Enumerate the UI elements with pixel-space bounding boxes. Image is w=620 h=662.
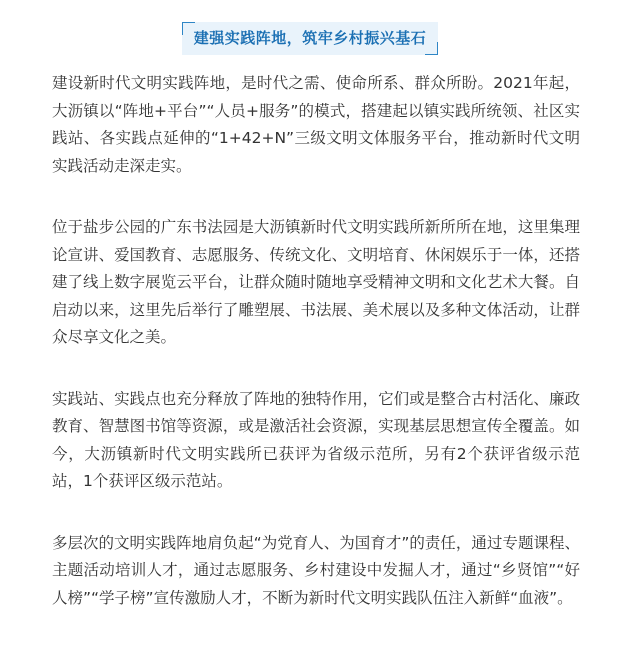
- section-heading-box: [182, 22, 439, 55]
- paragraph-4: 多层次的文明实践阵地肩负起“为党育人、为国育才”的责任，通过专题课程、主题活动培训人才，通过志愿服务、乡村建设中发掘人才，通过“乡贤馆”“好人榜”“学子榜”宣传激励人才，不断为新时代文明实践队伍注入新鲜“血液”。: [52, 533, 580, 607]
- section-heading: 建强实践阵地，筑牢乡村振兴基石: [193, 29, 427, 47]
- section-heading-container: [0, 22, 620, 55]
- article-body: [52, 70, 580, 612]
- paragraph-3: 实践站、实践点也充分释放了阵地的独特作用，它们或是整合古村活化、廉政教育、智慧图书馆等资源，或是激活社会资源，实现基层思想宣传全覆盖。如今，大沥镇新时代文明实践所已获评为省级示范所，另有2个获评省级示范站，1个获评区级示范站。: [52, 389, 580, 490]
- paragraph-1: 建设新时代文明实践阵地，是时代之需、使命所系、群众所盼。2021年起，大沥镇以“阵地+平台”“人员+服务”的模式，搭建起以镇实践所统领、社区实践站、各实践点延伸的“1+42+N”三级文明文体服务平台，推动新时代文明实践活动走深走实。: [52, 74, 580, 175]
- paragraph-2: 位于盐步公园的广东书法园是大沥镇新时代文明实践所新所所在地，这里集理论宣讲、爱国教育、志愿服务、传统文化、文明培育、休闲娱乐于一体，还搭建了线上数字展览云平台，让群众随时随地享受精神文明和文化艺术大餐。自启动以来，这里先后举行了雕塑展、书法展、美术展以及多种文体活动，让群众尽享文化之美。: [52, 218, 580, 346]
